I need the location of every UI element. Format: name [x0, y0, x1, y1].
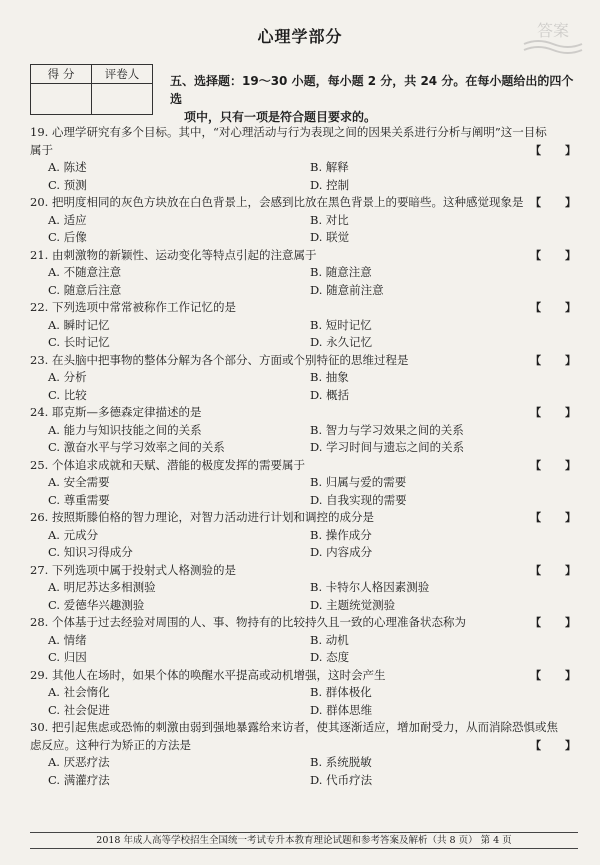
- option-b: B. 对比: [310, 212, 349, 227]
- option-a: A. 分析: [48, 370, 87, 384]
- answer-bracket: 【 】: [530, 738, 586, 752]
- question-stem-text: 28. 个体基于过去经验对周围的人、事、物持有的比较持久且一致的心理准备状态称为: [30, 615, 466, 629]
- answer-bracket: 【 】: [530, 248, 586, 262]
- question-item: [30, 667, 586, 720]
- option-a: A. 能力与知识技能之间的关系: [48, 422, 202, 437]
- question-stem-text: 27. 下列选项中属于投射式人格测验的是: [30, 562, 236, 577]
- score-table: [30, 64, 153, 115]
- question-stem-text: 23. 在头脑中把事物的整体分解为各个部分、方面或个别特征的思维过程是: [30, 352, 409, 367]
- option-group: [30, 369, 586, 404]
- option-group: [30, 264, 586, 299]
- option-d: D. 联觉: [310, 230, 350, 244]
- answer-bracket: 【 】: [530, 353, 586, 367]
- question-item: [30, 614, 586, 667]
- question-stem: [30, 194, 586, 212]
- option-c: C. 满灌疗法: [48, 772, 110, 787]
- option-c: C. 长时记忆: [48, 335, 110, 349]
- answer-bracket: 【 】: [530, 668, 586, 682]
- section-instructions-line2: 项中，只有一项是符合题目要求的。: [184, 110, 377, 124]
- question-item: [30, 457, 586, 510]
- question-stem-text: 21. 由刺激物的新颖性、运动变化等特点引起的注意属于: [30, 247, 317, 262]
- question-item: [30, 404, 586, 457]
- option-a: A. 厌恶疗法: [48, 755, 110, 769]
- answer-bracket: 【 】: [530, 563, 586, 577]
- option-c: C. 尊重需要: [48, 492, 110, 507]
- option-a: A. 陈述: [48, 160, 87, 174]
- question-item: [30, 124, 586, 194]
- grader-header: 评卷人: [92, 65, 153, 84]
- question-item: [30, 562, 586, 615]
- option-b: B. 动机: [310, 632, 349, 647]
- section-instructions: [170, 72, 580, 126]
- question-stem: [30, 719, 586, 754]
- option-a: A. 安全需要: [48, 475, 110, 489]
- answer-bracket: 【 】: [530, 616, 586, 629]
- question-item: [30, 247, 586, 300]
- option-c: C. 后像: [48, 230, 87, 244]
- option-d: D. 自我实现的需要: [310, 492, 407, 507]
- option-b: B. 短时记忆: [310, 317, 372, 332]
- option-c: C. 随意后注意: [48, 282, 122, 297]
- svg-text:答案: 答案: [536, 21, 570, 40]
- option-group: [30, 754, 586, 789]
- question-stem: [30, 614, 586, 632]
- option-d: D. 控制: [310, 177, 350, 192]
- option-group: [30, 317, 586, 352]
- option-c: C. 归因: [48, 650, 87, 664]
- answer-bracket: 【 】: [530, 406, 586, 419]
- question-stem-text: 26. 按照斯滕伯格的智力理论，对智力活动进行计划和调控的成分是: [30, 510, 374, 524]
- question-stem: [30, 124, 586, 159]
- answer-bracket: 【 】: [530, 143, 586, 157]
- question-stem: [30, 299, 586, 317]
- question-item: [30, 194, 586, 247]
- option-c: C. 爱德华兴趣测验: [48, 597, 145, 612]
- question-stem: [30, 352, 586, 370]
- option-d: D. 代币疗法: [310, 772, 373, 787]
- option-d: D. 随意前注意: [310, 282, 384, 297]
- question-list: [30, 124, 586, 789]
- answer-bracket: 【 】: [530, 301, 586, 314]
- section-instructions-line1: 五、选择题：19～30 小题，每小题 2 分，共 24 分。在每小题给出的四个选: [170, 74, 574, 106]
- option-c: C. 激奋水平与学习效率之间的关系: [48, 440, 225, 454]
- option-group: [30, 579, 586, 614]
- option-group: [30, 212, 586, 247]
- answer-bracket: 【 】: [530, 458, 586, 472]
- question-stem: [30, 247, 586, 265]
- question-stem: [30, 509, 586, 527]
- option-group: [30, 474, 586, 509]
- option-a: A. 元成分: [48, 527, 99, 542]
- grader-cell: [92, 84, 153, 115]
- score-header: 得 分: [31, 65, 92, 84]
- question-stem-text: 19. 心理学研究有多个目标。其中，“对心理活动与行为表现之间的因果关系进行分析与阐明”这一目标属于: [30, 125, 547, 157]
- option-b: B. 解释: [310, 160, 349, 174]
- question-stem-text: 24. 耶克斯—多德森定律描述的是: [30, 405, 202, 419]
- option-a: A. 明尼苏达多相测验: [48, 580, 156, 594]
- option-b: B. 卡特尔人格因素测验: [310, 580, 430, 594]
- question-stem-text: 20. 把明度相同的灰色方块放在白色背景上，会感到比放在黑色背景上的要暗些。这种感觉现象是: [30, 195, 524, 209]
- option-a: A. 情绪: [48, 632, 87, 647]
- option-group: [30, 632, 586, 667]
- option-d: D. 主题统觉测验: [310, 597, 396, 612]
- option-c: C. 比较: [48, 387, 87, 402]
- option-group: [30, 422, 586, 457]
- page-footer: 2018 年成人高等学校招生全国统一考试专升本教育理论试题和参考答案及解析（共 8 页） 第 4 页: [30, 832, 578, 849]
- option-b: B. 操作成分: [310, 527, 372, 542]
- question-stem-text: 29. 其他人在场时，如果个体的唤醒水平提高或动机增强，这时会产生: [30, 667, 386, 682]
- option-d: D. 内容成分: [310, 545, 373, 559]
- option-d: D. 概括: [310, 387, 350, 402]
- question-stem-text: 22. 下列选项中常常被称作工作记忆的是: [30, 300, 236, 314]
- option-b: B. 随意注意: [310, 265, 372, 279]
- answer-bracket: 【 】: [530, 511, 586, 524]
- option-d: D. 态度: [310, 650, 350, 664]
- question-stem: [30, 667, 586, 685]
- page-title: 心理学部分: [257, 27, 343, 46]
- option-d: D. 群体思维: [310, 702, 373, 717]
- answer-bracket: 【 】: [530, 196, 586, 209]
- option-b: B. 群体极化: [310, 685, 372, 699]
- question-stem: [30, 562, 586, 580]
- option-b: B. 抽象: [310, 370, 349, 384]
- question-item: [30, 509, 586, 562]
- option-group: [30, 684, 586, 719]
- option-c: C. 预测: [48, 177, 87, 192]
- publisher-stamp-icon: [518, 14, 588, 58]
- option-group: [30, 527, 586, 562]
- option-d: D. 永久记忆: [310, 335, 373, 349]
- option-b: B. 系统脱敏: [310, 755, 372, 769]
- option-b: B. 归属与爱的需要: [310, 475, 407, 489]
- question-stem: [30, 404, 586, 422]
- question-stem: [30, 457, 586, 475]
- question-item: [30, 299, 586, 352]
- question-item: [30, 352, 586, 405]
- score-cell: [31, 84, 92, 115]
- option-c: C. 知识习得成分: [48, 545, 133, 559]
- option-d: D. 学习时间与遗忘之间的关系: [310, 440, 465, 454]
- option-a: A. 适应: [48, 212, 87, 227]
- question-stem-text: 30. 把引起焦虑或恐怖的刺激由弱到强地暴露给来访者，使其逐渐适应，增加耐受力，从而消除恐惧或焦虑反应。这种行为矫正的方法是: [30, 720, 558, 752]
- option-a: A. 社会惰化: [48, 685, 110, 699]
- option-c: C. 社会促进: [48, 702, 110, 717]
- option-a: A. 不随意注意: [48, 265, 122, 279]
- option-group: [30, 159, 586, 194]
- question-stem-text: 25. 个体追求成就和天赋、潜能的极度发挥的需要属于: [30, 457, 305, 472]
- option-a: A. 瞬时记忆: [48, 317, 110, 332]
- question-item: [30, 719, 586, 789]
- option-b: B. 智力与学习效果之间的关系: [310, 422, 464, 437]
